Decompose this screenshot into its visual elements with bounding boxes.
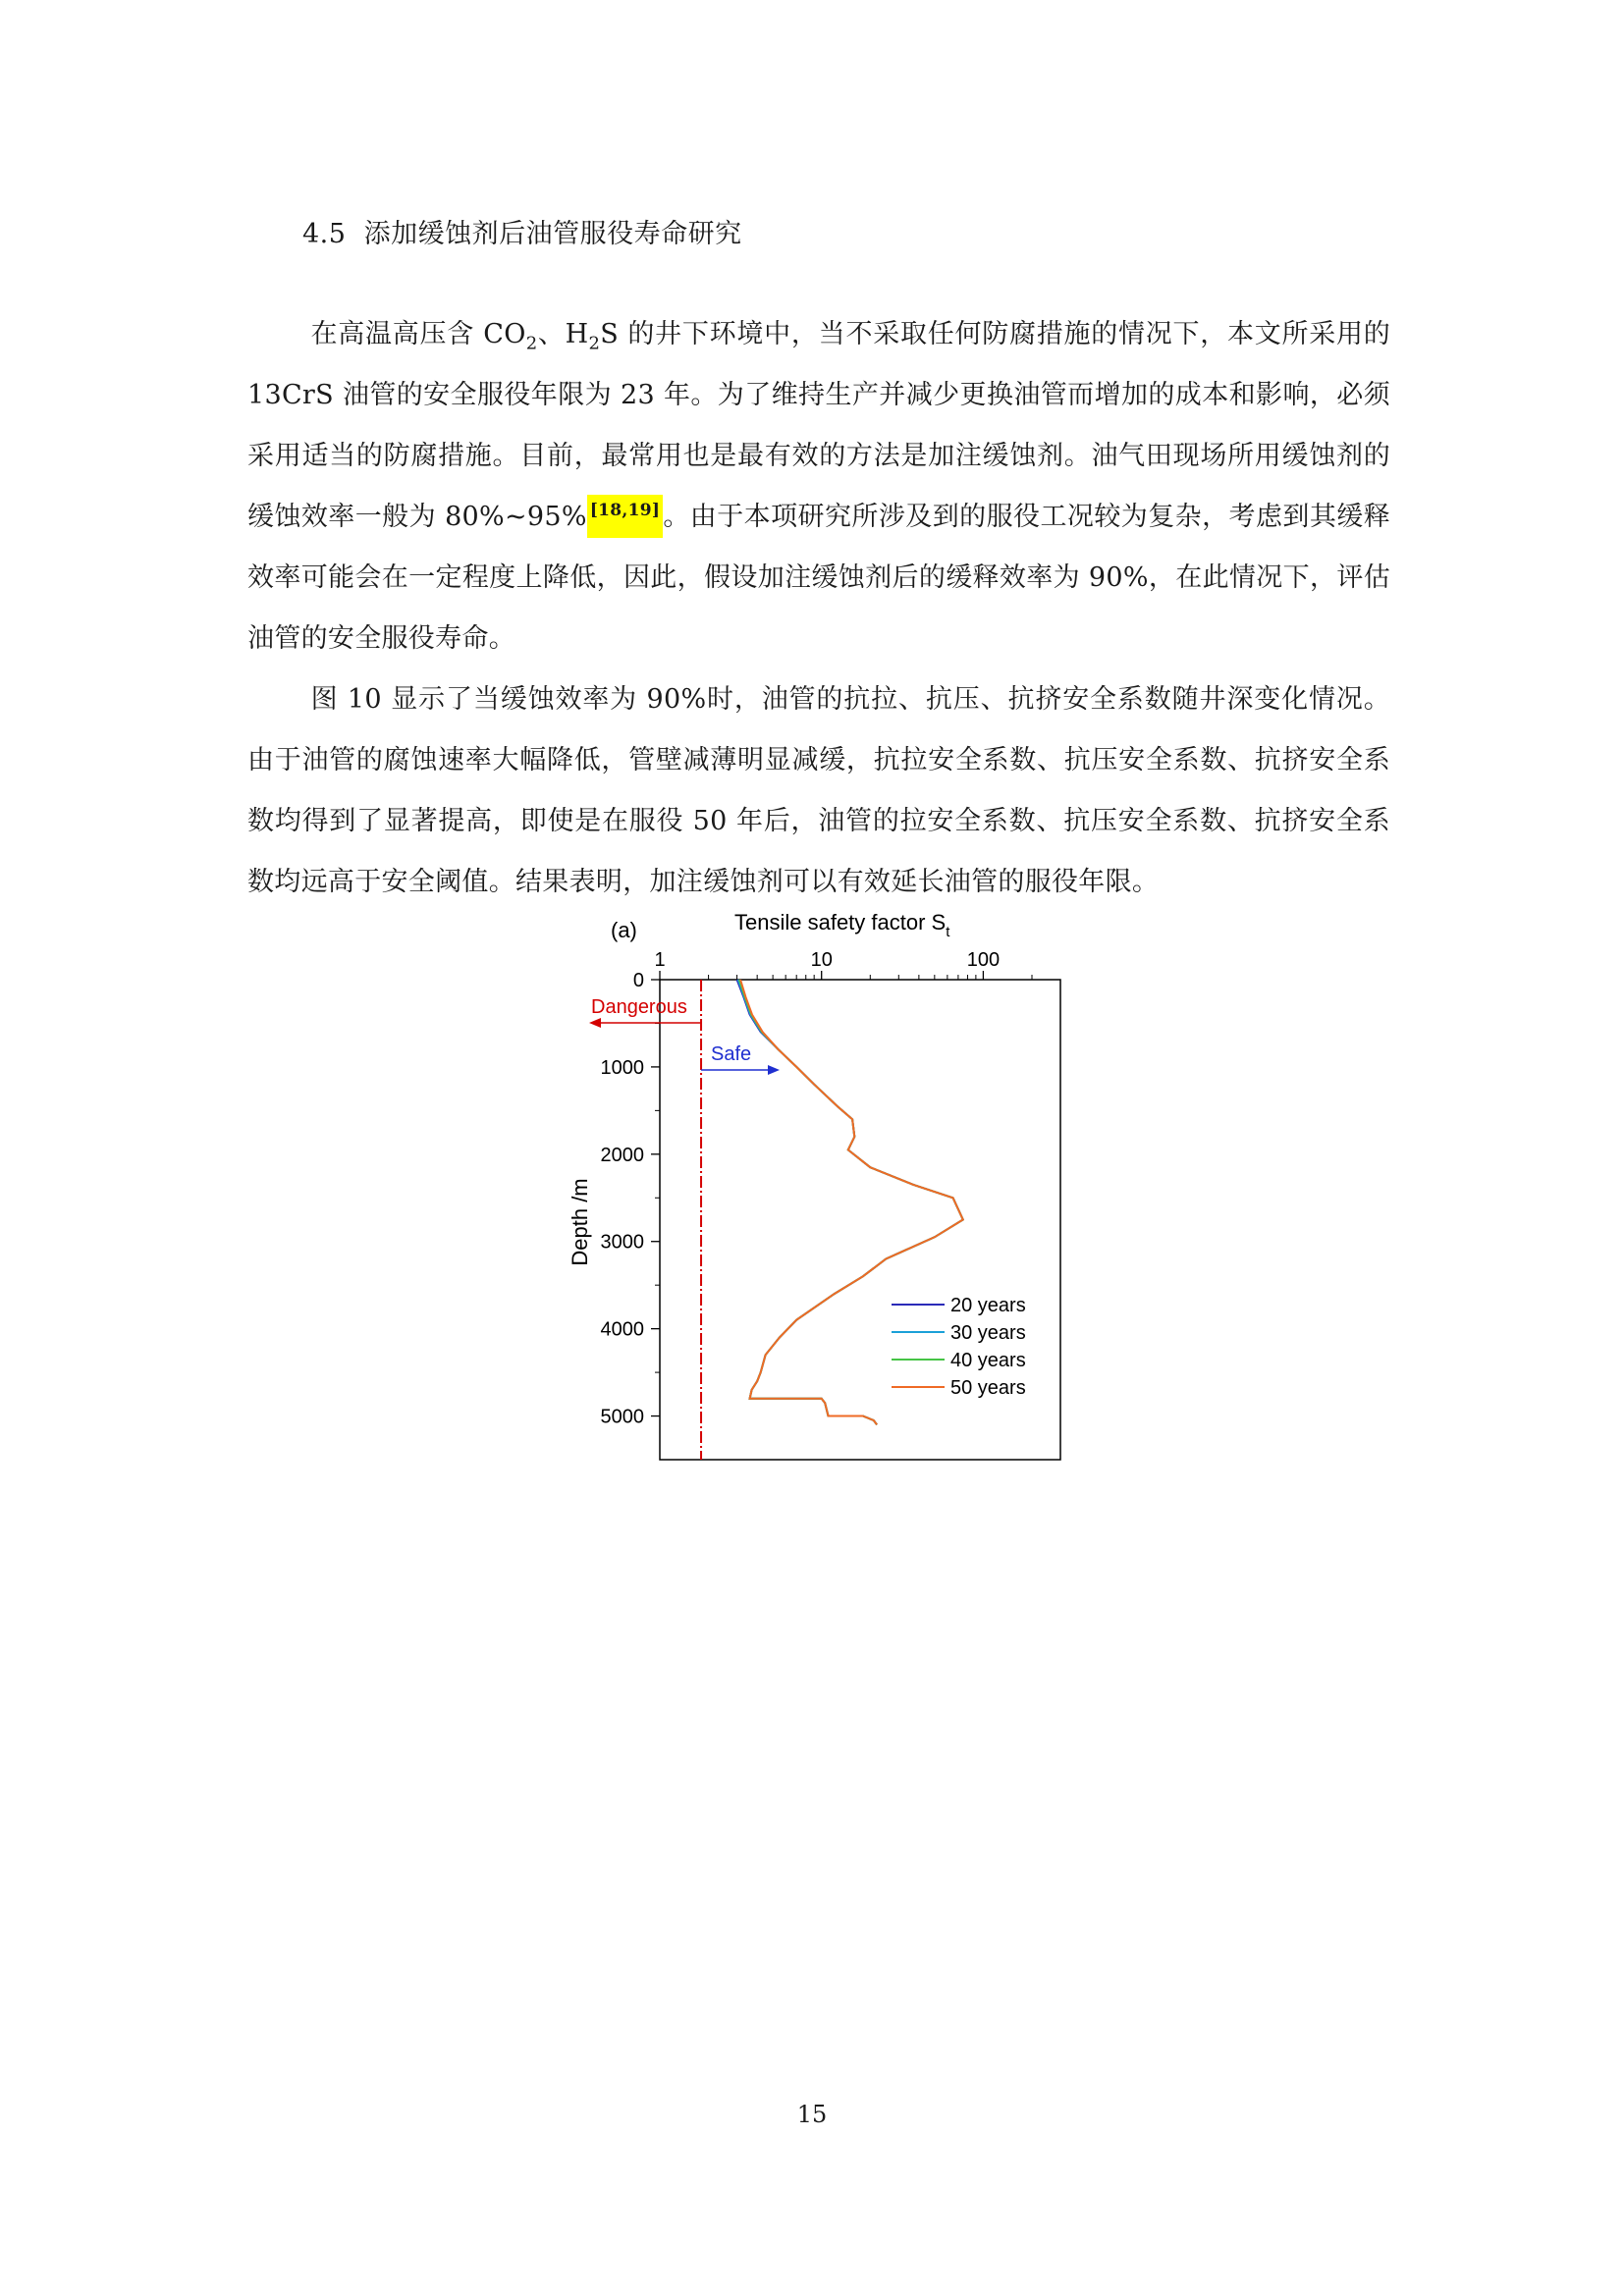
p1-text-d: 。由于本项研究所涉及到的服役工况较为复杂，考虑到其缓释效率可能会在一定程度上降低，因此，假设加注缓蚀剂后的缓释效率为 90%，在此情况下，评估油管的安全服役寿命。 — [247, 502, 1390, 654]
legend-label: 30 years — [950, 1322, 1026, 1344]
dangerous-arrowhead — [589, 1018, 601, 1028]
section-number: 4.5 — [302, 219, 347, 249]
paragraph-2 — [247, 669, 1390, 913]
section-title: 添加缓蚀剂后油管服役寿命研究 — [363, 219, 742, 249]
legend-label: 20 years — [950, 1295, 1026, 1316]
x-tick-label: 10 — [810, 949, 833, 971]
y-tick-label: 2000 — [600, 1144, 644, 1166]
series-line-40-years — [739, 980, 963, 1424]
p1-subscript-2: 2 — [588, 333, 601, 354]
y-tick-label: 0 — [632, 970, 644, 991]
legend-label: 50 years — [950, 1377, 1026, 1399]
series-line-20-years — [737, 980, 963, 1424]
x-axis-title: Tensile safety factor $S_t$ — [734, 910, 950, 940]
series-line-30-years — [738, 980, 963, 1424]
page-number: 15 — [796, 2101, 828, 2128]
safe-label: Safe — [711, 1043, 752, 1065]
y-tick-label: 1000 — [600, 1056, 644, 1079]
section-heading — [302, 212, 742, 250]
citation-link[interactable]: [18,19] — [587, 495, 663, 538]
y-axis-title: Depth /m — [568, 1178, 592, 1266]
dangerous-label: Dangerous — [591, 996, 687, 1018]
p1-text-b: 、H — [537, 319, 589, 349]
y-tick-label: 3000 — [600, 1231, 644, 1254]
panel-label: (a) — [611, 918, 637, 942]
p1-text-a: 在高温高压含 CO — [310, 319, 526, 349]
plot-area — [589, 949, 1060, 1460]
tensile-safety-chart — [550, 908, 1080, 1477]
x-tick-label: 100 — [966, 949, 1001, 971]
p1-text-c: S 的井下环境中，当不采取任何防腐措施的情况下，本文所采用的 13CrS 油管的安全服役年限为 23 年。为了维持生产并减少更换油管而增加的成本和影响，必须采用适当的防腐措施。目前，最常用也是最有效的方法是加注缓蚀剂。油气田现场所用缓蚀剂的缓蚀效率一般为 80%~95% — [247, 319, 1391, 532]
safe-arrowhead — [768, 1065, 780, 1075]
legend-label: 40 years — [950, 1350, 1026, 1371]
p1-subscript-1: 2 — [525, 333, 538, 354]
y-tick-label: 5000 — [600, 1406, 644, 1428]
x-tick-label: 1 — [654, 949, 666, 971]
p2-text: 图 10 显示了当缓蚀效率为 90%时，油管的抗拉、抗压、抗挤安全系数随井深变化情况。由于油管的腐蚀速率大幅降低，管壁减薄明显减缓，抗拉安全系数、抗压安全系数、抗挤安全系数均得到了显著提高，即使是在服役 50 年后，油管的拉安全系数、抗压安全系数、抗挤安全系数均远高于安全阈值。结果表明，加注缓蚀剂可以有效延长油管的服役年限。 — [247, 684, 1390, 897]
y-tick-label: 4000 — [600, 1318, 644, 1341]
paragraph-1 — [247, 304, 1390, 669]
